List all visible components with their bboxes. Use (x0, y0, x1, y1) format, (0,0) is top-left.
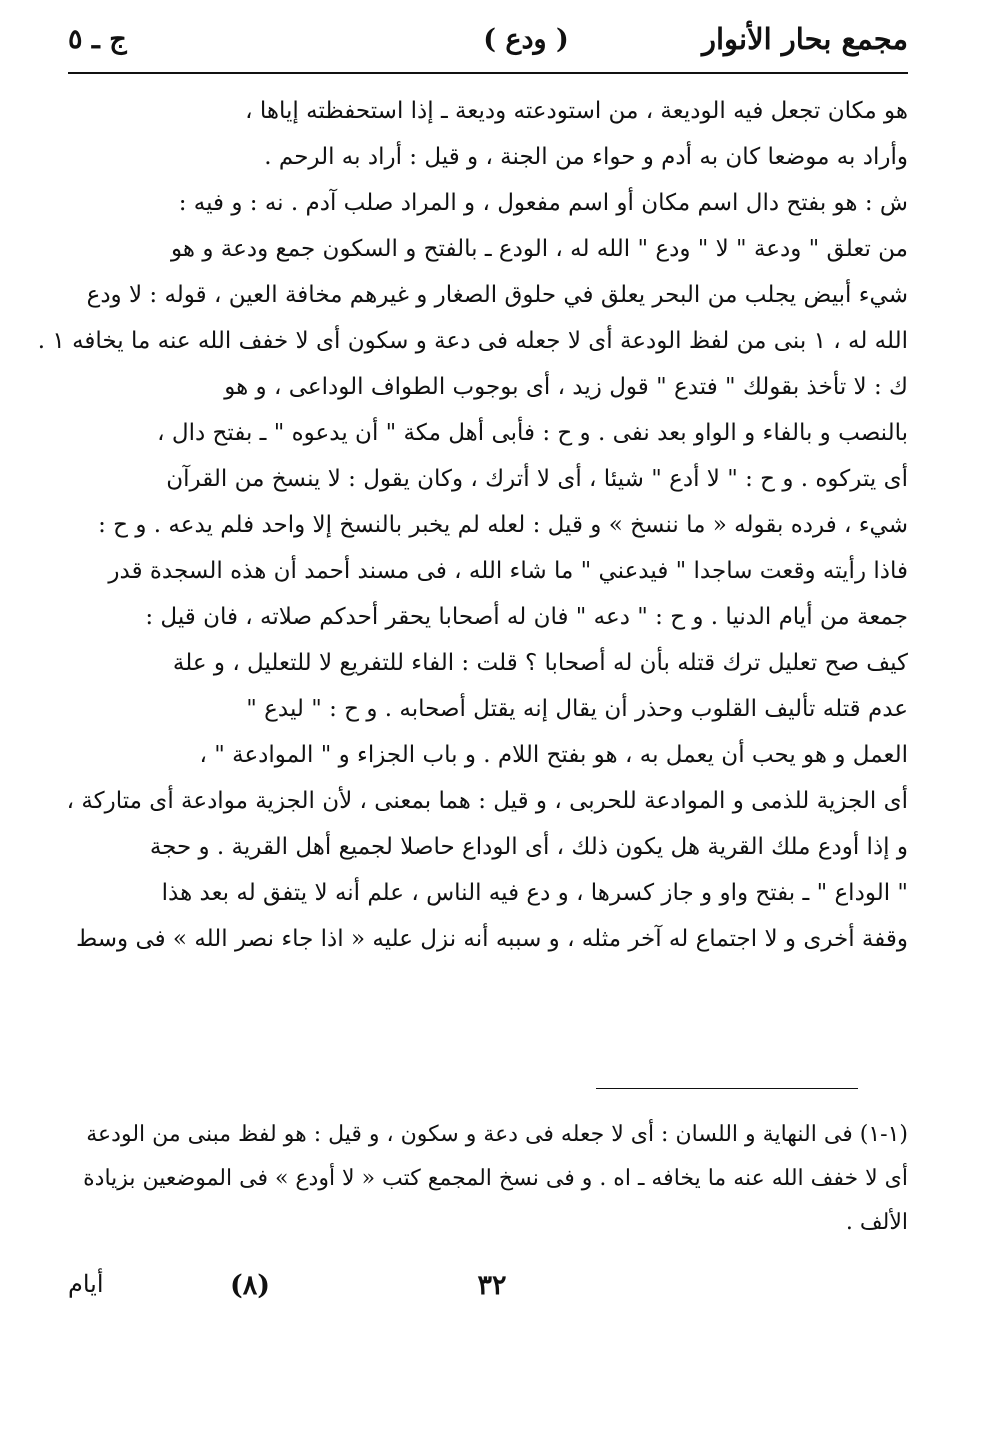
text-line: وأراد به موضعا كان به أدم و حواء من الجنة ، و قيل : أراد به الرحم . (264, 144, 908, 170)
text-line: و إذا أودع ملك القرية هل يكون ذلك ، أى الوداع حاصلا لجميع أهل القرية . و حجة (149, 834, 908, 860)
text-line: الله له ، ١ بنى من لفظ الودعة أى لا جعله فى دعة و سكون أى لا خفف الله عنه ما يخافه ١ . (37, 328, 908, 354)
footnote-line: أى لا خفف الله عنه ما يخافه ـ اه . و فى نسخ المجمع كتب « لا أودع » فى الموضعين بزيادة (83, 1166, 908, 1191)
header-divider (68, 72, 908, 74)
volume-label: ج ـ ٥ (68, 24, 127, 55)
text-line: ك : لا تأخذ بقولك " فتدع " قول زيد ، أى بوجوب الطواف الوداعى ، و هو (224, 374, 908, 400)
catchword: أيام (68, 1270, 104, 1298)
text-line: بالنصب و بالفاء و الواو بعد نفى . و ح : فأبى أهل مكة " أن يدعوه " ـ بفتح دال ، (157, 420, 908, 446)
main-text (37, 88, 908, 962)
text-line: وقفة أخرى و لا اجتماع له آخر مثله ، و سببه أنه نزل عليه « اذا جاء نصر الله » فى وسط (75, 926, 908, 952)
text-line: كيف صح تعليل ترك قتله بأن له أصحابا ؟ قلت : الفاء للتفريع لا للتعليل ، و علة (172, 650, 908, 676)
text-line: عدم قتله تأليف القلوب وحذر أن يقال إنه يقتل أصحابه . و ح : " ليدع " (246, 696, 908, 722)
text-line: هو مكان تجعل فيه الوديعة ، من استودعته وديعة ـ إذا استحفظته إياها ، (245, 98, 908, 124)
text-line: أى الجزية للذمى و الموادعة للحربى ، و قيل : هما بمعنى ، لأن الجزية موادعة أى متاركة ، (66, 788, 908, 814)
text-line: أى يتركوه . و ح : " لا أدع " شيئا ، أى لا أترك ، وكان يقول : لا ينسخ من القرآن (166, 466, 908, 492)
text-line: شيء أبيض يجلب من البحر يعلق في حلوق الصغار و غيرهم مخافة العين ، قوله : لا ودع (86, 282, 908, 308)
text-line: العمل و هو يحب أن يعمل به ، هو بفتح اللام . و باب الجزاء و " الموادعة " ، (199, 742, 908, 768)
text-line: جمعة من أيام الدنيا . و ح : " دعه " فان له أصحابا يحقر أحدكم صلاته ، فان قيل : (145, 604, 908, 630)
footnotes (78, 1113, 908, 1245)
text-line: من تعلق " ودعة " لا " ودع " الله له ، الودع ـ بالفتح و السكون جمع ودعة و هو (171, 236, 908, 262)
text-line: ش : هو بفتح دال اسم مكان أو اسم مفعول ، و المراد صلب آدم . نه : و فيه : (178, 190, 908, 216)
footnote-line: الألف . (845, 1210, 908, 1235)
running-header (68, 14, 908, 66)
footnote-divider (596, 1088, 858, 1089)
page-number: ٣٢ (477, 1270, 507, 1301)
book-title: مجمع بحار الأنوار (702, 22, 908, 56)
signature-mark: (٨) (229, 1270, 271, 1301)
entry-word: ( ودع ) (483, 24, 569, 55)
text-line: " الوداع " ـ بفتح واو و جاز كسرها ، و دع فيه الناس ، علم أنه لا يتفق له بعد هذا (161, 880, 908, 906)
text-line: شيء ، فرده بقوله « ما ننسخ » و قيل : لعله لم يخبر بالنسخ إلا واحد فلم يدعه . و ح : (98, 512, 908, 538)
text-line: فاذا رأيته وقعت ساجدا " فيدعني " ما شاء الله ، فى مسند أحمد أن هذه السجدة قدر (108, 558, 908, 584)
footnote-line: (١-١) فى النهاية و اللسان : أى لا جعله فى دعة و سكون ، و قيل : هو لفظ مبنى من الودعة (86, 1122, 908, 1147)
